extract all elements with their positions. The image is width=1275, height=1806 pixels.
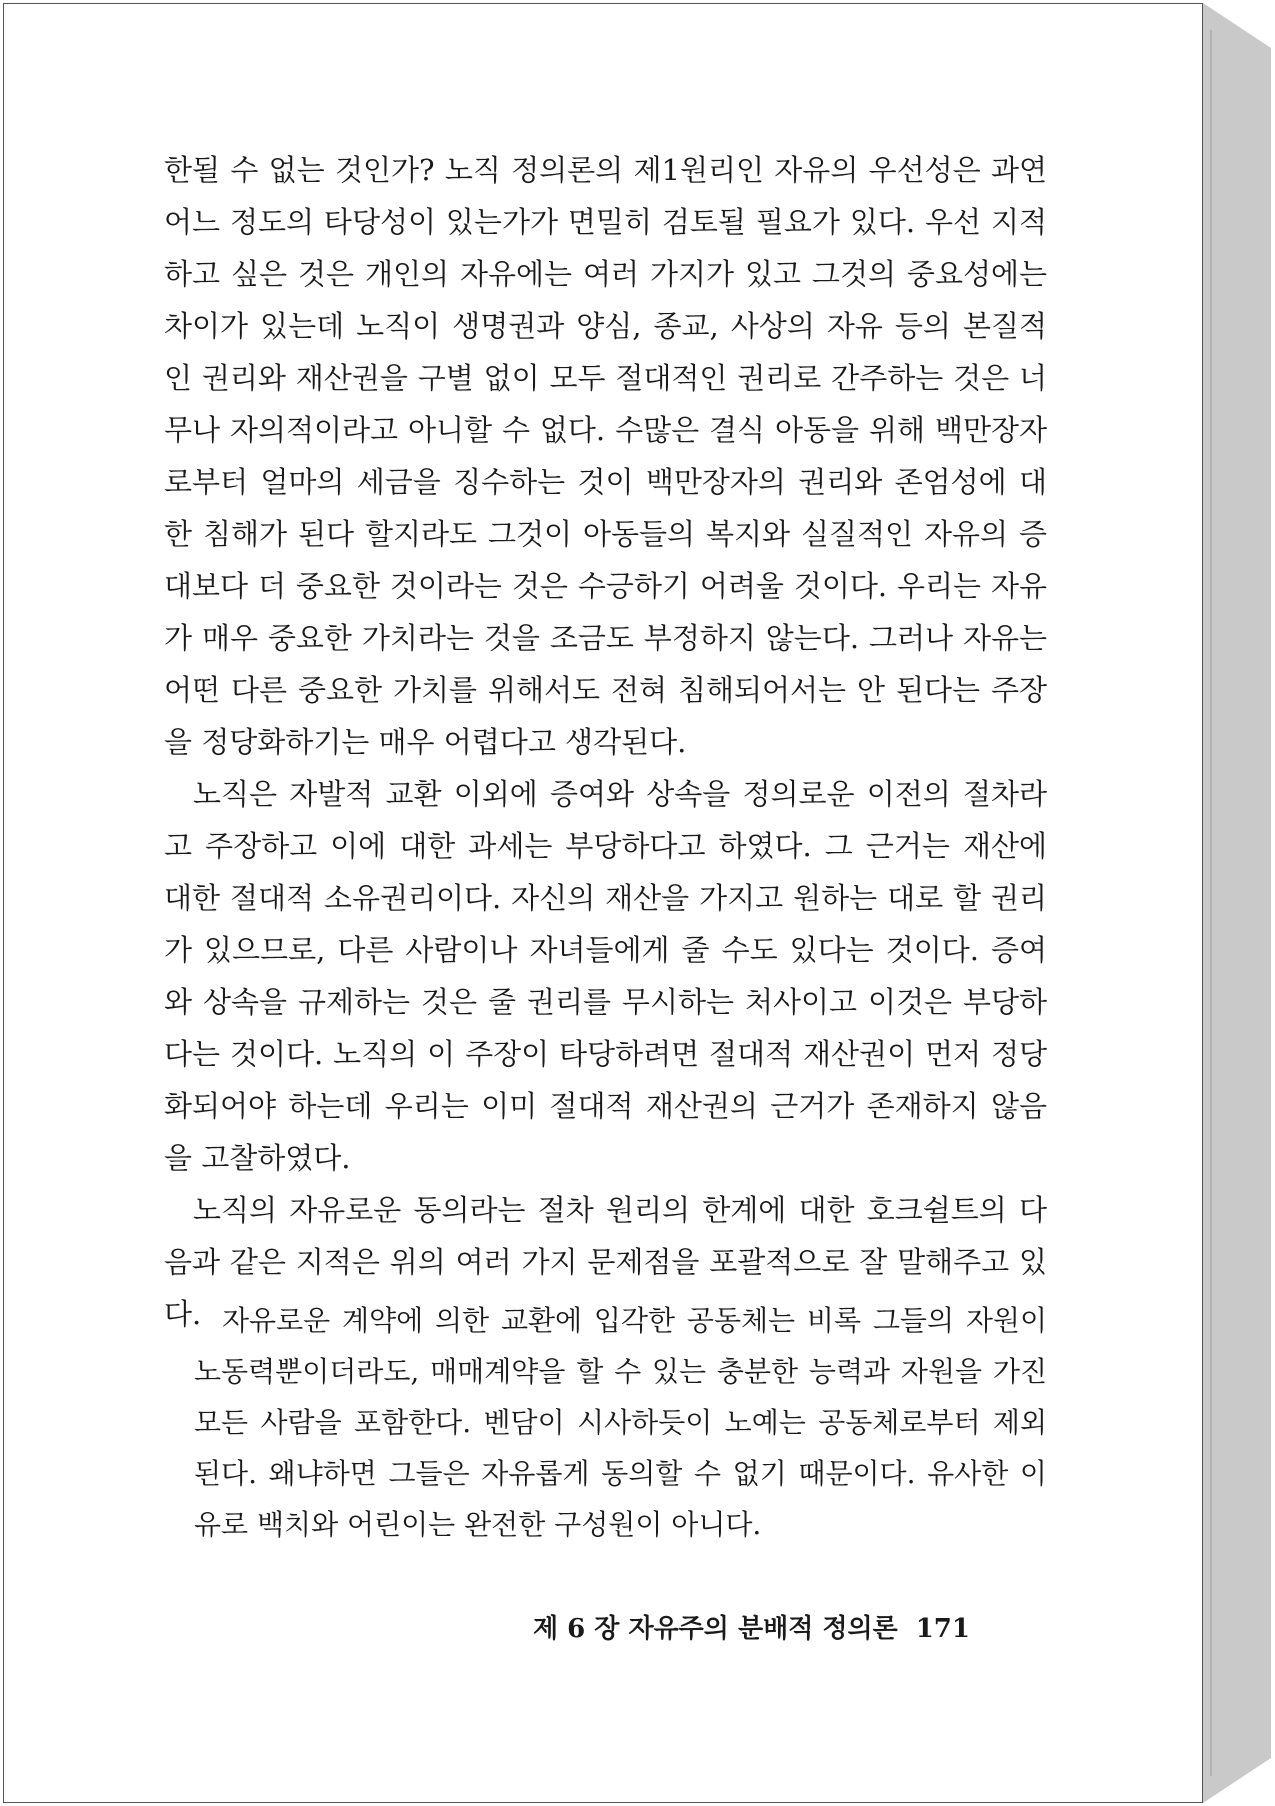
block-quote: 자유로운 계약에 의한 교환에 입각한 공동체는 비록 그들의 자원이 노동력뿐이더라도, 매매계약을 할 수 있는 충분한 능력과 자원을 가진 모든 사람을 포함한다. 벤담이 시사하듯이 노예는 공동체로부터 제외된다. 왜냐하면 그들은 자유롭게 동의할 수 없기 때문이다. 유사한 이유로 백치와 어린이는 완전한 구성원이 아니다.: [194, 1304, 1047, 1541]
paragraph-2: 노직은 자발적 교환 이외에 증여와 상속을 정의로운 이전의 절차라고 주장하고 이에 대한 과세는 부당하다고 하였다. 그 근거는 재산에 대한 절대적 소유권리이다. 자신의 재산을 가지고 원하는 대로 할 권리가 있으므로, 다른 사람이나 자녀들에게 줄 수도 있다는 것이다. 증여와 상속을 규제하는 것은 줄 권리를 무시하는 처사이고 이것은 부당하다는 것이다. 노직의 이 주장이 타당하려면 절대적 재산권이 먼저 정당화되어야 하는데 우리는 이미 절대적 재산권의 근거가 존재하지 않음을 고찰하였다.: [164, 777, 1047, 1175]
chapter-title: 제 6 장 자유주의 분배적 정의론: [532, 1614, 898, 1644]
body-text: [164, 144, 1047, 1340]
book-page: [3, 3, 1203, 1803]
page-footer: [533, 1608, 970, 1645]
page-stack-edge: [1203, 3, 1271, 1803]
paragraph-1: 한될 수 없는 것인가? 노직 정의론의 제1원리인 자유의 우선성은 과연 어느 정도의 타당성이 있는가가 면밀히 검토될 필요가 있다. 우선 지적하고 싶은 것은 개인의 자유에는 여러 가지가 있고 그것의 중요성에는 차이가 있는데 노직이 생명권과 양심, 종교, 사상의 자유 등의 본질적인 권리와 재산권을 구별 없이 모두 절대적인 권리로 간주하는 것은 너무나 자의적이라고 아니할 수 없다. 수많은 결식 아동을 위해 백만장자로부터 얼마의 세금을 징수하는 것이 백만장자의 권리와 존엄성에 대한 침해가 된다 할지라도 그것이 아동들의 복지와 실질적인 자유의 증대보다 더 중요한 것이라는 것은 수긍하기 어려울 것이다. 우리는 자유가 매우 중요한 가치라는 것을 조금도 부정하지 않는다. 그러나 자유는 어떤 다른 중요한 가치를 위해서도 전혀 침해되어서는 안 된다는 주장을 정당화하기는 매우 어렵다고 생각된다.: [164, 153, 1047, 759]
paragraph-3: 노직의 자유로운 동의라는 절차 원리의 한계에 대한 호크쉴트의 다음과 같은 지적은 위의 여러 가지 문제점을 포괄적으로 잘 말해주고 있다.: [164, 1193, 1047, 1331]
page-number: 171: [915, 1614, 970, 1644]
page-edge-line: [1210, 30, 1212, 1776]
